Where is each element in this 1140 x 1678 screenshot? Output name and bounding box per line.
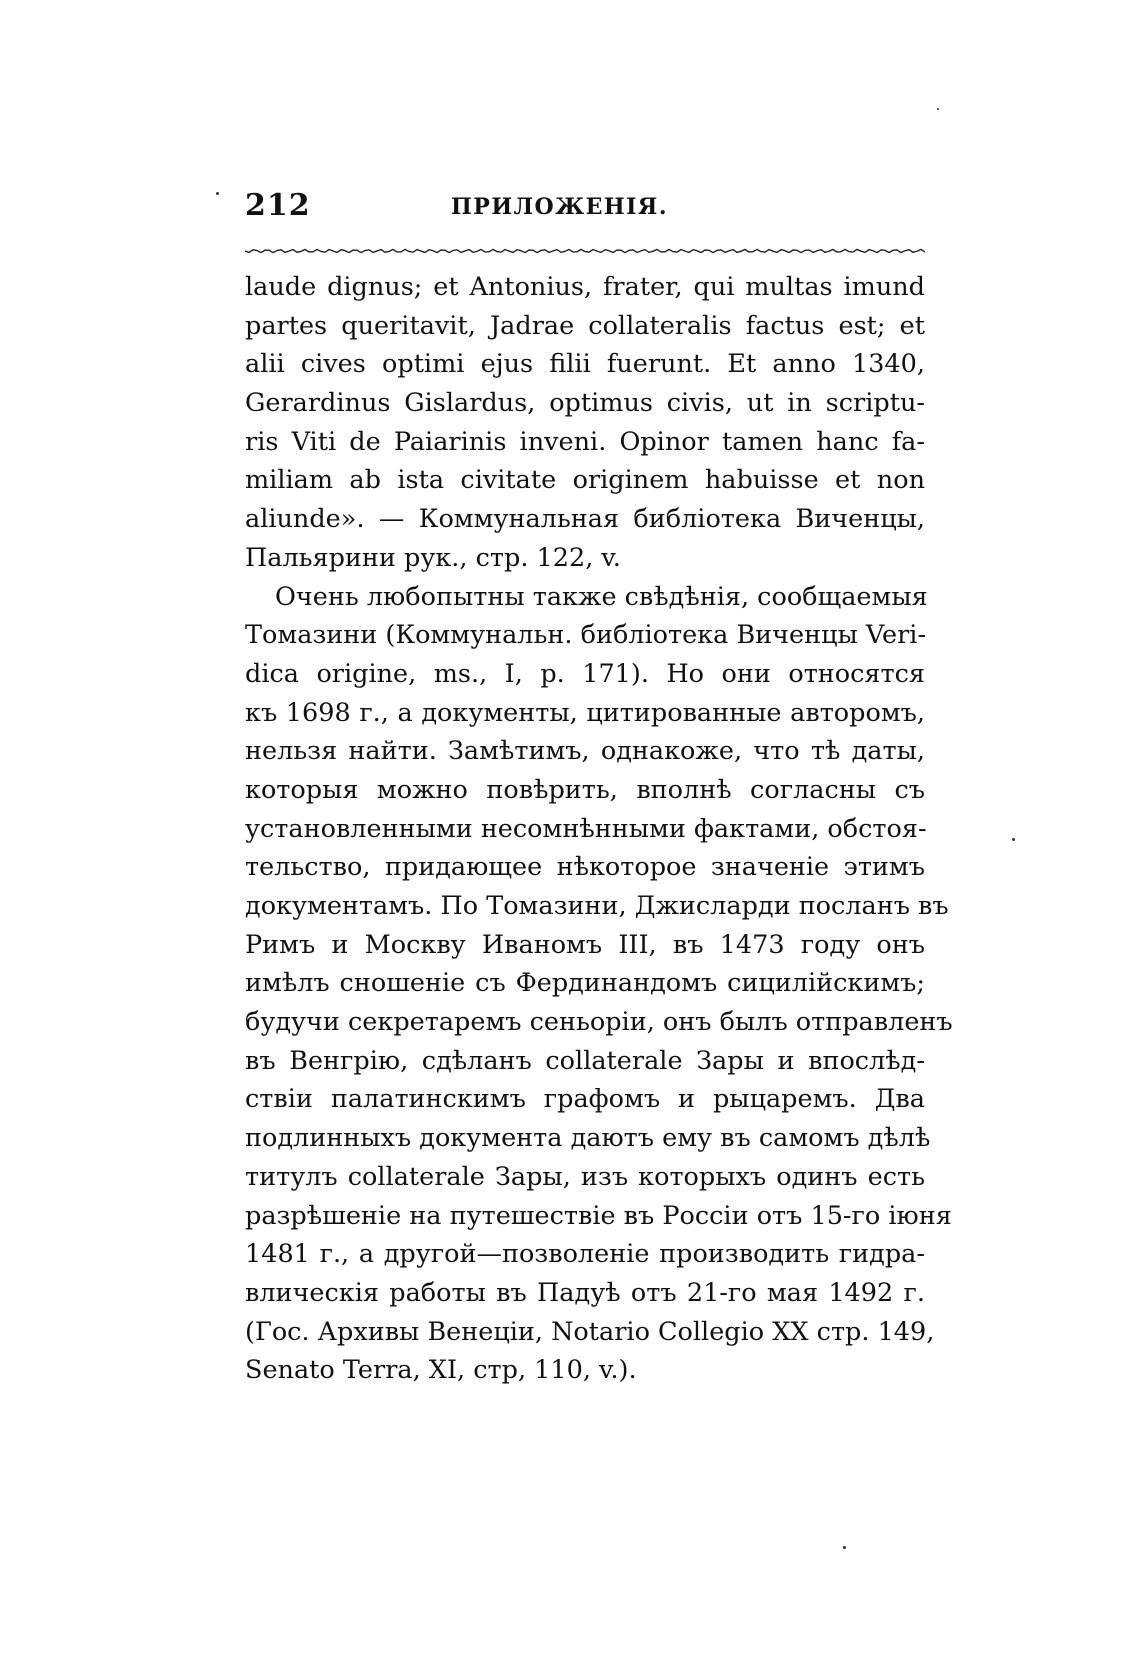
text-line: ствіи палатинскимъ графомъ и рыцаремъ. Два: [245, 1084, 925, 1115]
text-line: 1481 г., а другой—позволеніе производить гидра-: [245, 1239, 925, 1270]
text-line: (Гос. Архивы Венеціи, Notario Collegio XX стр. 149,: [245, 1316, 935, 1347]
scan-speck: [843, 1546, 846, 1549]
text-line: имѣлъ сношеніе съ Фердинандомъ сицилійскимъ;: [245, 968, 925, 999]
text-line: которыя можно повѣрить, вполнѣ согласны съ: [245, 774, 925, 805]
page-header: [245, 188, 925, 228]
text-line: титулъ collaterale Зары, изъ которыхъ одинъ есть: [245, 1161, 925, 1192]
text-line: Томазини (Коммунальн. библіотека Виченцы Veri-: [245, 620, 927, 651]
text-line: Gerardinus Gislardus, optimus civis, ut in scriptu-: [245, 388, 925, 419]
text-line: разрѣшеніе на путешествіе въ Россіи отъ 15-го іюня: [245, 1200, 952, 1231]
text-line: будучи секретаремъ сеньоріи, онъ былъ отправленъ: [245, 1007, 953, 1038]
text-line: влическія работы въ Падуѣ отъ 21-го мая 1492 г.: [245, 1277, 925, 1308]
text-line: laude dignus; et Antonius, frater, qui multas imund: [245, 272, 925, 302]
text-line: установленными несомнѣнными фактами, обстоя-: [245, 813, 927, 844]
body-text: [245, 268, 953, 1390]
text-line: нельзя найти. Замѣтимъ, однакоже, что тѣ даты,: [245, 736, 925, 767]
text-line: aliunde». — Коммунальная библіотека Виченцы,: [245, 504, 925, 535]
scan-speck: [216, 192, 219, 195]
text-line: dica origine, ms., I, p. 171). Но они относятся: [245, 658, 925, 689]
text-line: подлинныхъ документа даютъ ему въ самомъ дѣлѣ: [245, 1123, 931, 1154]
text-line: Очень любопытны также свѣдѣнія, сообщаемыя: [275, 581, 928, 612]
text-line: Пальярини рук., стр. 122, v.: [245, 542, 621, 573]
text-line: документамъ. По Томазини, Джисларди посланъ въ: [245, 891, 949, 921]
text-line: alii cives optimi ejus filii fuerunt. Et anno 1340,: [245, 349, 925, 380]
text-line: въ Венгрію, сдѣланъ collaterale Зары и впослѣд-: [245, 1045, 925, 1076]
text-line: partes queritavit, Jadrae collateralis factus est; et: [245, 310, 925, 341]
page-number: 212: [245, 188, 311, 223]
text-line: ris Viti de Paiarinis inveni. Opinor tamen hanc fa-: [245, 426, 925, 457]
text-line: miliam ab ista civitate originem habuisse et non: [245, 465, 925, 496]
text-line: Senato Terra, XI, стр, 110, v.).: [245, 1355, 637, 1386]
header-wavy-rule: [245, 248, 925, 254]
text-line: тельство, придающее нѣкоторое значеніе этимъ: [245, 852, 925, 883]
text-line: къ 1698 г., а документы, цитированные авторомъ,: [245, 697, 925, 728]
scan-speck: [937, 108, 939, 110]
text-line: Римъ и Москву Иваномъ III, въ 1473 году онъ: [245, 929, 925, 960]
running-head: ПРИЛОЖЕНІЯ.: [451, 194, 668, 220]
scan-speck: [1012, 838, 1015, 841]
